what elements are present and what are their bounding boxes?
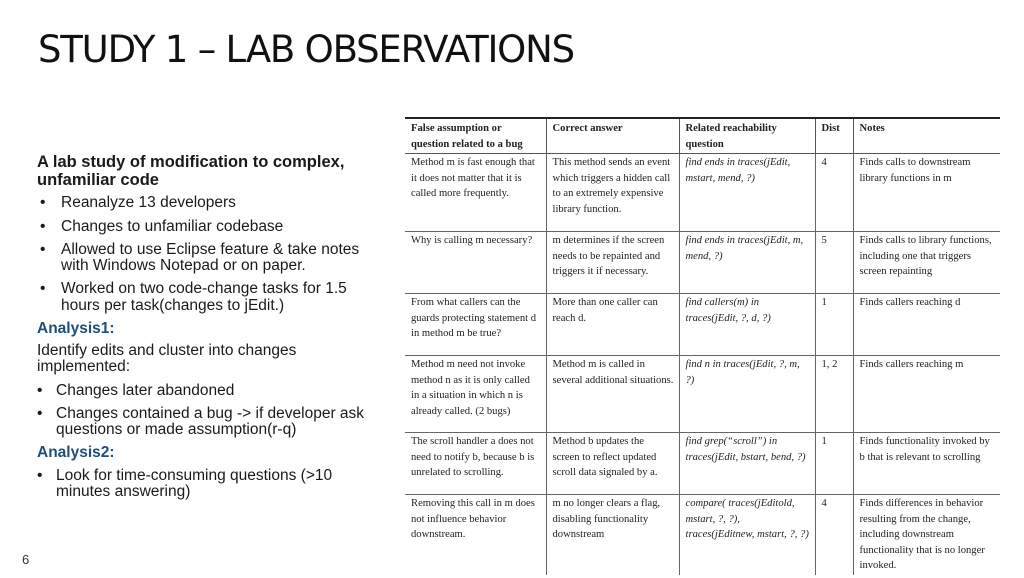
bullet-glyph: • [40,280,46,298]
cell-notes: Finds differences in behavior resulting from the change, including downstream functionality that is no longer invoked. [853,495,1000,575]
analysis2-label: Analysis2: [37,444,115,462]
table-row [405,294,1000,356]
analysis2-bullet [37,468,387,501]
cell-notes: Finds functionality invoked by b that is relevant to scrolling [853,433,1000,495]
cell-notes: Finds calls to downstream library functions in m [853,154,1000,232]
cell-answer: Method b updates the screen to reflect updated scroll data signaled by a. [546,433,679,495]
bullet-text: Changes contained a bug -> if developer ask questions or made assumption(r-q) [56,404,365,439]
header-query: Related reachability question [679,119,815,154]
left-text-panel [37,153,387,507]
bullet-glyph: • [40,194,46,212]
cell-answer: Method m is called in several additional situations. [546,356,679,433]
study-bullet [37,242,387,275]
analysis2-bullet-list [37,468,387,501]
table-row [405,495,1000,575]
bullet-text: Look for time-consuming questions (>10 minutes answering) [56,466,333,500]
cell-dist: 1 [815,294,853,356]
bullet-text: Allowed to use Eclipse feature & take notes with Windows Notepad or on paper. [61,240,360,275]
bullet-text: Worked on two code-change tasks for 1.5 hours per task(changes to jEdit.) [61,280,347,314]
study-bullet [37,219,387,235]
analysis1-text: Identify edits and cluster into changes implemented: [37,342,297,376]
table-header-row [405,119,1000,154]
findings-table [405,119,1000,575]
cell-assumption: Why is calling m necessary? [405,232,546,294]
bullet-glyph: • [37,404,43,422]
cell-query: find grep(“scroll”) in traces(jEdit, bstart, bend, ?) [679,433,815,495]
bullet-glyph: • [40,240,46,258]
bullet-text: Changes later abandoned [56,381,235,399]
table-row [405,154,1000,232]
cell-dist: 1 [815,433,853,495]
cell-query: find n in traces(jEdit, ?, m, ?) [679,356,815,433]
cell-notes: Finds calls to library functions, including one that triggers screen repainting [853,232,1000,294]
study-bullet [37,195,387,211]
bullet-glyph: • [37,466,43,484]
cell-assumption: Removing this call in m does not influence behavior downstream. [405,495,546,575]
table-row [405,356,1000,433]
cell-assumption: The scroll handler a does not need to notify b, because b is unrelated to scrolling. [405,433,546,495]
cell-dist: 1, 2 [815,356,853,433]
cell-answer: m determines if the screen needs to be repainted and triggers it if necessary. [546,232,679,294]
analysis1-label: Analysis1: [37,319,115,337]
cell-query: find ends in traces(jEdit, mstart, mend, ?) [679,154,815,232]
cell-notes: Finds callers reaching d [853,294,1000,356]
cell-query: compare( traces(jEditold, mstart, ?, ?), traces(jEditnew, mstart, ?, ?) [679,495,815,575]
cell-assumption: Method m need not invoke method n as it is only called in a situation in which n is already called. (2 bugs) [405,356,546,433]
header-notes: Notes [853,119,1000,154]
header-answer: Correct answer [546,119,679,154]
study-heading: A lab study of modification to complex, unfamiliar code [37,153,345,190]
cell-assumption: Method m is fast enough that it does not matter that it is called more frequently. [405,154,546,232]
analysis1-bullet [37,383,387,399]
cell-notes: Finds callers reaching m [853,356,1000,433]
bullet-glyph: • [40,217,46,235]
slide-title: STUDY 1 – LAB OBSERVATIONS [38,28,574,71]
study-bullet [37,281,387,314]
header-dist: Dist [815,119,853,154]
table-row [405,433,1000,495]
header-assumption: False assumption or question related to a bug [405,119,546,154]
cell-answer: This method sends an event which triggers a hidden call to an extremely expensive library function. [546,154,679,232]
table-row [405,232,1000,294]
cell-dist: 4 [815,495,853,575]
cell-query: find ends in traces(jEdit, m, mend, ?) [679,232,815,294]
cell-dist: 4 [815,154,853,232]
cell-answer: More than one caller can reach d. [546,294,679,356]
analysis1-bullet-list [37,383,387,439]
cell-dist: 5 [815,232,853,294]
findings-table-image [405,117,1000,578]
cell-assumption: From what callers can the guards protecting statement d in method m be true? [405,294,546,356]
bullet-text: Changes to unfamiliar codebase [61,217,284,235]
cell-answer: m no longer clears a flag, disabling functionality downstream [546,495,679,575]
page-number: 6 [22,552,30,567]
bullet-glyph: • [37,381,43,399]
study-bullet-list [37,195,387,314]
cell-query: find callers(m) in traces(jEdit, ?, d, ?) [679,294,815,356]
bullet-text: Reanalyze 13 developers [61,194,236,212]
analysis1-bullet [37,406,387,439]
